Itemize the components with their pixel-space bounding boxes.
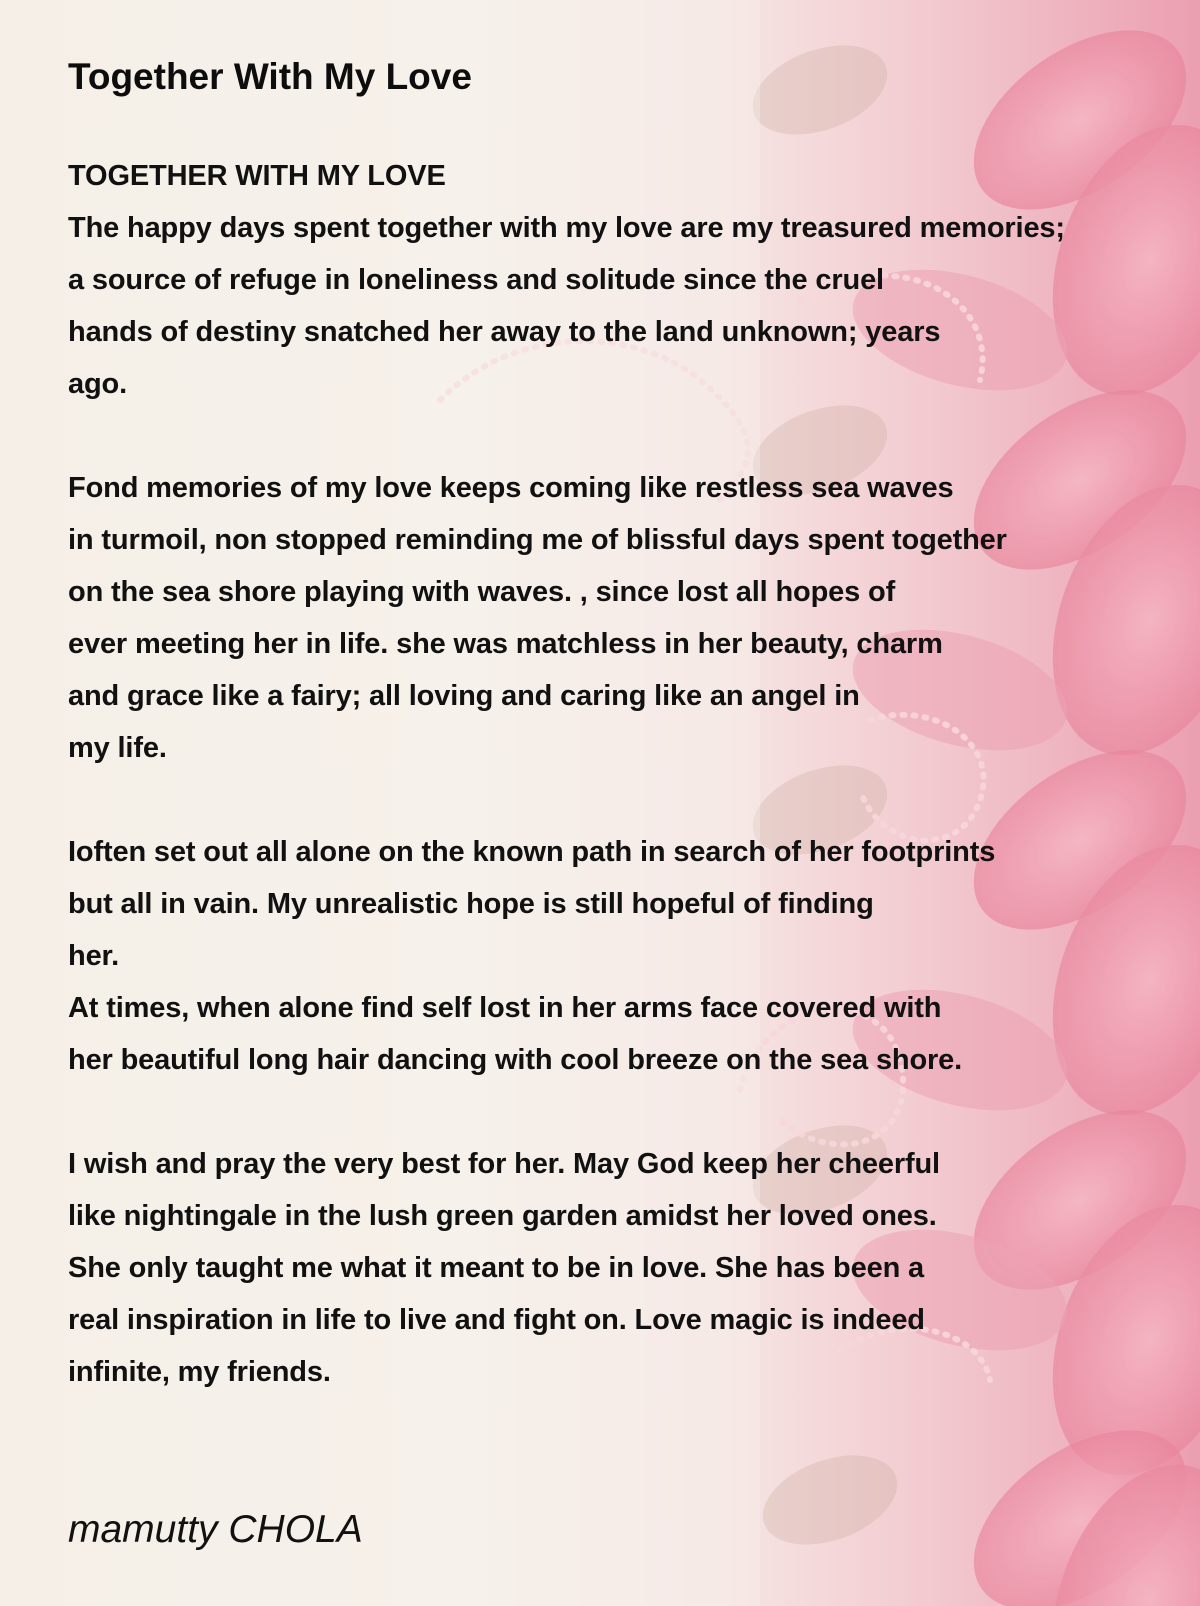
poem-body	[68, 150, 1198, 1398]
poem-line: her.	[68, 940, 119, 972]
poem-line: my life.	[68, 732, 167, 764]
poem-line: ever meeting her in life. she was matchless in her beauty, charm	[68, 628, 943, 660]
poem-line: ago.	[68, 368, 128, 400]
poem-line: her beautiful long hair dancing with cool breeze on the sea shore.	[68, 1044, 963, 1076]
poem-line: She only taught me what it meant to be in love. She has been a	[68, 1252, 925, 1284]
poem-line: The happy days spent together with my love are my treasured memories;	[68, 212, 1065, 244]
poem-line: hands of destiny snatched her away to the land unknown; years	[68, 316, 941, 348]
poem-line: a source of refuge in loneliness and solitude since the cruel	[68, 264, 884, 296]
stanza-break	[68, 1086, 1198, 1138]
poem-line: real inspiration in life to live and fight on. Love magic is indeed	[68, 1304, 925, 1336]
stanza-break	[68, 774, 1198, 826]
poem-line: I wish and pray the very best for her. May God keep her cheerful	[68, 1148, 940, 1180]
poem-line: on the sea shore playing with waves. , since lost all hopes of	[68, 576, 896, 608]
poem-line: TOGETHER WITH MY LOVE	[68, 160, 446, 192]
author-name: mamutty CHOLA	[68, 1508, 363, 1551]
poem-line: in turmoil, non stopped reminding me of blissful days spent together	[68, 524, 1007, 556]
stanza-break	[68, 410, 1198, 462]
poem-line: Ioften set out all alone on the known path in search of her footprints	[68, 836, 996, 868]
poem-line: Fond memories of my love keeps coming like restless sea waves	[68, 472, 954, 504]
page-title: Together With My Love	[68, 56, 472, 97]
poem-line: and grace like a fairy; all loving and caring like an angel in	[68, 680, 860, 712]
poem-line: At times, when alone find self lost in her arms face covered with	[68, 992, 942, 1024]
poem-line: infinite, my friends.	[68, 1356, 331, 1388]
poem-line: like nightingale in the lush green garden amidst her loved ones.	[68, 1200, 937, 1232]
poem-line: but all in vain. My unrealistic hope is still hopeful of finding	[68, 888, 874, 920]
